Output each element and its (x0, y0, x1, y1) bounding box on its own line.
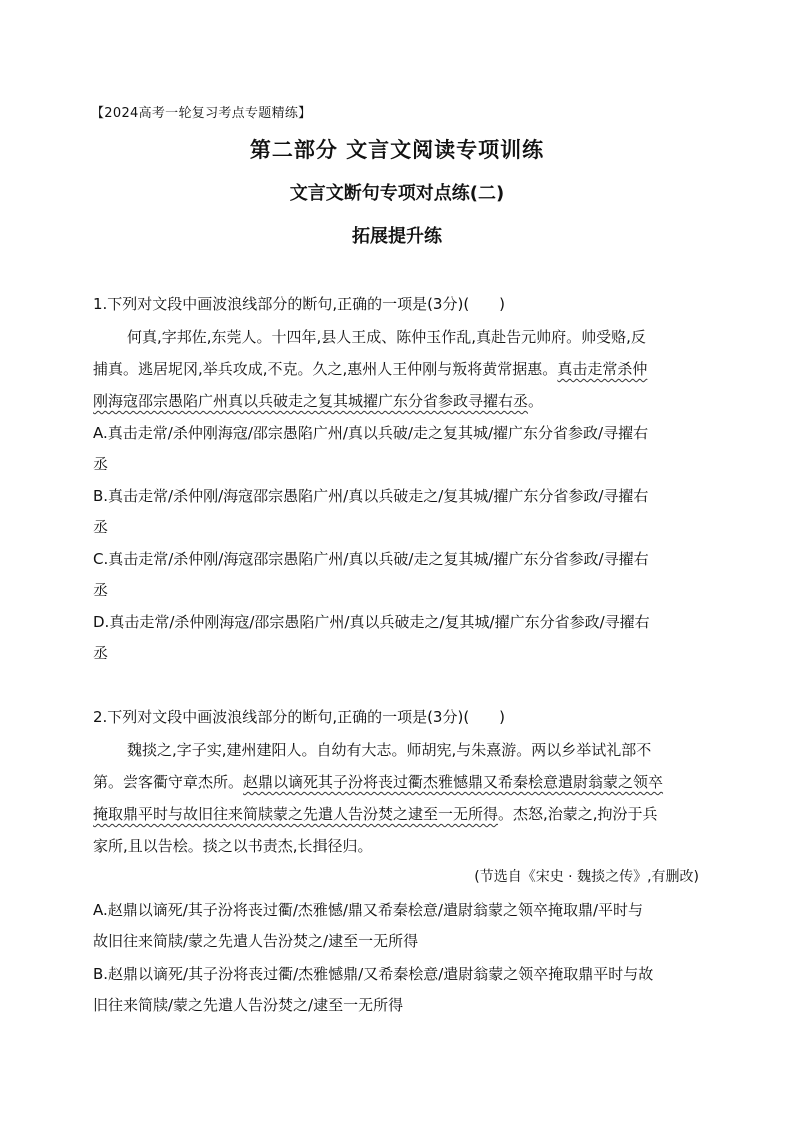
q1-wavy-segment-2: 刚海寇邵宗愚陷广州真以兵破走之复其城擢广东分省参政寻擢右丞 (93, 392, 529, 410)
q1-option-c-cont: 丞 (93, 581, 109, 599)
q2-option-a-cont: 故旧往来简牍/蒙之先遣人告汾焚之/逮至一无所得 (93, 932, 419, 950)
q2-wavy-segment-2: 掩取鼎平时与故旧往来简牍蒙之先遣人告汾焚之逮至一无所得 (93, 805, 499, 823)
q1-option-b: B.真击走常/杀仲刚/海寇邵宗愚陷广州/真以兵破走之/复其城/擢广东分省参政/寻擢右 (93, 487, 649, 505)
q2-wavy-segment-1: 赵鼎以谪死其子汾将丧过衢杰雅憾鼎又希秦桧意遣尉翁蒙之领卒 (243, 773, 664, 791)
q1-stem: 1.下列对文段中画波浪线部分的断句,正确的一项是(3分)( ) (93, 295, 506, 313)
page-subtitle: 文言文断句专项对点练(二) (289, 183, 505, 204)
q2-source-note: (节选自《宋史 · 魏掞之传》,有删改) (474, 869, 699, 885)
q1-passage-line-2 (93, 358, 647, 379)
q2-stem: 2.下列对文段中画波浪线部分的断句,正确的一项是(3分)( ) (93, 708, 506, 726)
q1-option-a-cont: 丞 (93, 455, 109, 473)
q1-passage-line-1: 何真,字邦佐,东莞人。十四年,县人王成、陈仲玉作乱,真赴告元帅府。帅受赂,反 (127, 328, 646, 346)
q2-passage-line-1: 魏掞之,字子实,建州建阳人。自幼有大志。师胡宪,与朱熹游。两以乡举试礼部不 (127, 741, 652, 759)
q1-option-d-cont: 丞 (93, 644, 109, 662)
q2-option-b: B.赵鼎以谪死/其子汾将丧过衢/杰雅憾鼎/又希秦桧意/遣尉翁蒙之领卒掩取鼎平时与故 (93, 965, 654, 983)
q1-option-c: C.真击走常/杀仲刚/海寇邵宗愚陷广州/真以兵破/走之复其城/擢广东分省参政/寻擢右 (93, 550, 649, 568)
q1-passage-line-3 (93, 390, 543, 411)
series-tag: 【2024高考一轮复习考点专题精练】 (91, 106, 312, 121)
q2-passage-line-3 (93, 803, 658, 824)
q1-passage-plain: 捕真。逃居坭冈,举兵攻成,不克。久之,惠州人王仲刚与叛将黄常据惠。 (93, 360, 558, 378)
q2-passage-line-2 (93, 771, 663, 792)
section-title: 拓展提升练 (352, 226, 442, 247)
q1-wavy-segment-1: 真击走常杀仲 (557, 360, 648, 378)
q2-passage-plain: 第。尝客衢守章杰所。 (93, 773, 244, 791)
q1-option-a: A.真击走常/杀仲刚海寇/邵宗愚陷广州/真以兵破/走之复其城/擢广东分省参政/寻擢右 (93, 424, 649, 442)
q1-option-b-cont: 丞 (93, 518, 109, 536)
q2-option-a: A.赵鼎以谪死/其子汾将丧过衢/杰雅憾/鼎又希秦桧意/遣尉翁蒙之领卒掩取鼎/平时与 (93, 901, 644, 919)
q1-period: 。 (528, 392, 544, 410)
q2-passage-tail: 。杰怒,治蒙之,拘汾于兵 (498, 805, 658, 823)
page-title: 第二部分 文言文阅读专项训练 (249, 138, 545, 162)
q1-option-d: D.真击走常/杀仲刚海寇/邵宗愚陷广州/真以兵破走之/复其城/擢广东分省参政/寻擢右 (93, 613, 650, 631)
q2-option-b-cont: 旧往来简牍/蒙之先遣人告汾焚之/逮至一无所得 (93, 996, 404, 1014)
q2-passage-line-4: 家所,且以告桧。掞之以书责杰,长揖径归。 (93, 837, 373, 855)
